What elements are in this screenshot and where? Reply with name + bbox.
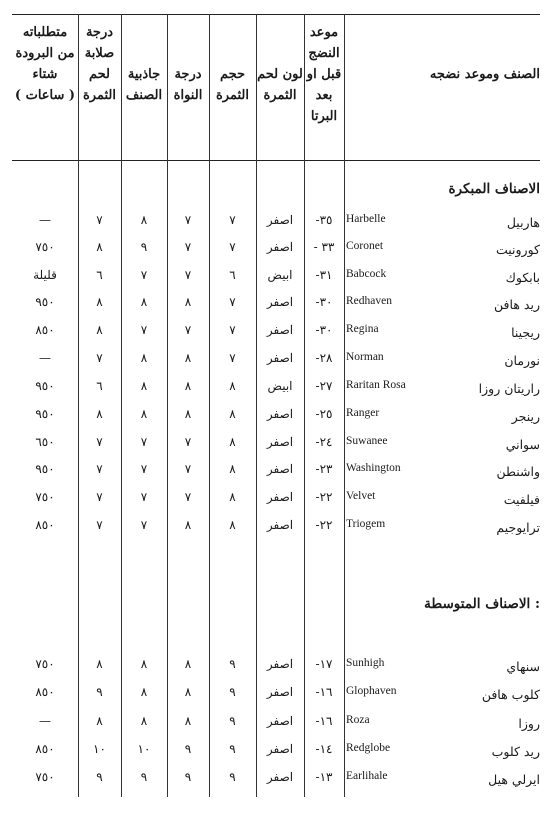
cell-pit: ٧ (184, 268, 192, 282)
cell-chill: ٧٥٠ (35, 657, 55, 671)
variety-name-latin: Earlihale (346, 770, 388, 782)
cell-pit: ٨ (184, 351, 192, 365)
variety-name-arabic: ريد كلوب (491, 744, 540, 759)
cell-chill: ٩٥٠ (35, 407, 55, 421)
cell-time: -٢٢ (315, 518, 333, 532)
cell-color: اصفر (266, 742, 294, 756)
cell-color: اصفر (266, 462, 294, 476)
header-variety: الصنف وموعد نضجه (429, 67, 540, 82)
cell-attr: ٧ (140, 323, 148, 337)
cell-chill: ٨٥٠ (35, 742, 55, 756)
cell-pit: ٧ (184, 240, 192, 254)
variety-name-arabic: سواني (505, 437, 540, 452)
cell-firm: ٨ (96, 657, 103, 671)
cell-size: ٨ (229, 490, 236, 504)
cell-firm: ١٠ (93, 742, 106, 756)
cell-attr: ٩ (140, 240, 148, 254)
cell-chill: ٧٥٠ (35, 240, 55, 254)
variety-name-arabic: نورمان (504, 353, 540, 368)
cell-color: اصفر (266, 435, 294, 449)
top-rule (12, 14, 540, 15)
cell-time: -٣٥ (315, 213, 333, 227)
cell-size: ٩ (229, 770, 236, 784)
cell-size: ٩ (229, 714, 236, 728)
cell-chill: — (39, 714, 51, 728)
variety-name-latin: Washington (346, 462, 401, 474)
cell-attr: ٨ (140, 379, 148, 393)
cell-attr: ٧ (140, 435, 148, 449)
cell-firm: ٨ (96, 240, 103, 254)
variety-name-arabic: كلوب هافن (481, 687, 540, 702)
cell-time: -٢٣ (315, 462, 333, 476)
cell-time: -١٦ (315, 714, 333, 728)
cell-color: اصفر (266, 490, 294, 504)
header-bottom-rule (12, 160, 540, 161)
header-attractiveness: جاذبية الصنف (125, 67, 163, 103)
cell-chill: — (39, 351, 51, 365)
cell-pit: ٨ (184, 407, 192, 421)
header-chilling: متطلباته من البرودة شتاء ( ساعات ) (14, 25, 76, 103)
col-sep (121, 14, 122, 797)
cell-attr: ١٠ (137, 742, 151, 756)
cell-pit: ٧ (184, 435, 192, 449)
variety-name-arabic: فيلفيت (503, 492, 540, 507)
cell-chill: ٨٥٠ (35, 518, 55, 532)
cell-color: اصفر (266, 323, 294, 337)
cell-attr: ٧ (140, 268, 148, 282)
cell-pit: ٧ (184, 213, 192, 227)
cell-size: ٩ (229, 685, 236, 699)
cell-chill: ٩٥٠ (35, 462, 55, 476)
cell-attr: ٨ (140, 657, 148, 671)
cell-size: ٨ (229, 379, 236, 393)
cell-color: اصفر (266, 295, 294, 309)
variety-name-latin: Triogem (346, 518, 386, 530)
variety-name-arabic: واشنطن (496, 464, 540, 479)
cell-size: ٨ (229, 462, 236, 476)
cell-firm: ٩ (96, 770, 103, 784)
variety-name-arabic: ايرلي هيل (488, 772, 540, 787)
cell-pit: ٨ (184, 714, 192, 728)
header-fruit-size: حجم الثمرة (216, 67, 249, 103)
cell-chill: ٧٥٠ (35, 490, 55, 504)
col-sep (78, 14, 79, 797)
header-pit-degree: درجة النواة (173, 67, 203, 103)
cell-size: ٧ (229, 295, 236, 309)
variety-name-arabic: رينجر (511, 409, 540, 424)
cell-time: -٢٧ (315, 379, 333, 393)
variety-name-latin: Velvet (346, 490, 376, 502)
cell-firm: ٧ (96, 435, 103, 449)
cell-size: ٩ (229, 742, 236, 756)
cell-color: اصفر (266, 351, 294, 365)
cell-time: - ٣٣ (313, 240, 335, 254)
variety-name-arabic: سنهاي (506, 659, 540, 674)
section-title-mid: الاصناف المتوسطة : (424, 596, 540, 612)
cell-chill: ٧٥٠ (35, 770, 55, 784)
variety-name-latin: Sunhigh (346, 657, 385, 669)
cell-pit: ٩ (184, 742, 192, 756)
cell-time: -٢٤ (315, 435, 333, 449)
cell-time: -٣٠ (315, 323, 333, 337)
cell-color: ابيض (267, 379, 293, 393)
variety-name-arabic: ريجينا (511, 325, 540, 340)
cell-pit: ٧ (184, 323, 192, 337)
variety-name-arabic: ترايوجيم (496, 520, 540, 535)
cell-color: اصفر (266, 213, 294, 227)
cell-firm: ٧ (96, 213, 103, 227)
cell-size: ٧ (229, 323, 236, 337)
cell-size: ٩ (229, 657, 236, 671)
cell-color: اصفر (266, 685, 294, 699)
variety-name-latin: Coronet (346, 240, 384, 252)
cell-color: اصفر (266, 657, 294, 671)
cell-firm: ٦ (96, 379, 103, 393)
variety-name-arabic: هاربيل (506, 215, 540, 230)
cell-pit: ٧ (184, 490, 192, 504)
variety-name-latin: Regina (346, 323, 379, 335)
cell-size: ٧ (229, 240, 236, 254)
cell-firm: ٦ (96, 268, 103, 282)
cell-size: ٦ (229, 268, 236, 282)
cell-chill: ٨٥٠ (35, 685, 55, 699)
variety-name-latin: Babcock (346, 268, 387, 280)
cell-time: -٣٠ (315, 295, 333, 309)
section-title-early: الاصناف المبكرة (448, 181, 540, 197)
variety-name-arabic: راريتان روزا (478, 381, 540, 396)
cell-firm: ٨ (96, 714, 103, 728)
variety-name-latin: Redhaven (346, 295, 392, 307)
cell-time: -١٣ (315, 770, 333, 784)
cell-pit: ٨ (184, 295, 192, 309)
cell-attr: ٧ (140, 518, 148, 532)
cell-size: ٧ (229, 213, 236, 227)
variety-name-latin: Raritan Rosa (346, 379, 406, 391)
cell-firm: ٨ (96, 407, 103, 421)
cell-color: اصفر (266, 518, 294, 532)
header-ripening-time: موعد النضج قبل او بعد البرتا (306, 25, 342, 124)
cell-pit: ٨ (184, 379, 192, 393)
cell-pit: ٧ (184, 462, 192, 476)
cell-time: -٢٢ (315, 490, 333, 504)
cell-firm: ٧ (96, 518, 103, 532)
cell-chill: قليلة (33, 268, 57, 282)
cell-firm: ٩ (96, 685, 103, 699)
col-sep (167, 14, 168, 797)
header-flesh-color: لون لحم الثمرة (257, 67, 303, 103)
col-sep (344, 14, 345, 797)
cell-attr: ٨ (140, 351, 148, 365)
variety-name-arabic: ريد هافن (494, 297, 540, 312)
cell-pit: ٨ (184, 685, 192, 699)
cell-firm: ٧ (96, 351, 103, 365)
cell-time: -١٦ (315, 685, 333, 699)
cell-attr: ٨ (140, 685, 148, 699)
cell-time: -١٧ (315, 657, 333, 671)
cell-time: -٢٨ (315, 351, 333, 365)
cell-size: ٨ (229, 407, 236, 421)
cell-color: اصفر (266, 407, 294, 421)
variety-name-latin: Harbelle (346, 213, 386, 225)
cell-chill: ٨٥٠ (35, 323, 55, 337)
cell-firm: ٨ (96, 295, 103, 309)
variety-name-arabic: روزا (518, 716, 540, 731)
cell-pit: ٨ (184, 518, 192, 532)
header-firmness: درجة صلابة لحم الثمرة (83, 25, 116, 103)
cell-attr: ٧ (140, 462, 148, 476)
variety-name-latin: Roza (346, 714, 370, 726)
cell-chill: ٩٥٠ (35, 295, 55, 309)
cell-pit: ٩ (184, 770, 192, 784)
cell-attr: ٨ (140, 407, 148, 421)
col-sep (256, 14, 257, 797)
cell-pit: ٨ (184, 657, 192, 671)
variety-name-latin: Suwanee (346, 435, 388, 447)
cell-attr: ٨ (140, 295, 148, 309)
cell-size: ٨ (229, 435, 236, 449)
cell-attr: ٧ (140, 490, 148, 504)
cell-color: اصفر (266, 770, 294, 784)
cell-chill: ٦٥٠ (35, 435, 55, 449)
cell-attr: ٨ (140, 714, 148, 728)
cell-size: ٨ (229, 518, 236, 532)
variety-name-latin: Redglobe (346, 742, 391, 754)
cell-firm: ٨ (96, 323, 103, 337)
cell-time: -١٤ (315, 742, 333, 756)
cell-color: اصفر (266, 240, 294, 254)
cell-firm: ٧ (96, 490, 103, 504)
cell-attr: ٨ (140, 213, 148, 227)
cell-time: -٢٥ (315, 407, 333, 421)
cell-time: -٣١ (315, 268, 333, 282)
variety-name-latin: Glophaven (346, 685, 397, 697)
variety-name-arabic: بابكوك (505, 270, 540, 285)
cell-color: ابيض (267, 268, 293, 282)
cell-chill: — (39, 213, 51, 227)
col-sep (209, 14, 210, 797)
variety-name-arabic: كورونيت (495, 242, 540, 257)
col-sep (304, 14, 305, 797)
cell-firm: ٧ (96, 462, 103, 476)
cell-size: ٧ (229, 351, 236, 365)
cell-attr: ٩ (140, 770, 148, 784)
variety-name-latin: Ranger (346, 407, 380, 419)
variety-name-latin: Norman (346, 351, 384, 363)
cell-color: اصفر (266, 714, 294, 728)
cell-chill: ٩٥٠ (35, 379, 55, 393)
